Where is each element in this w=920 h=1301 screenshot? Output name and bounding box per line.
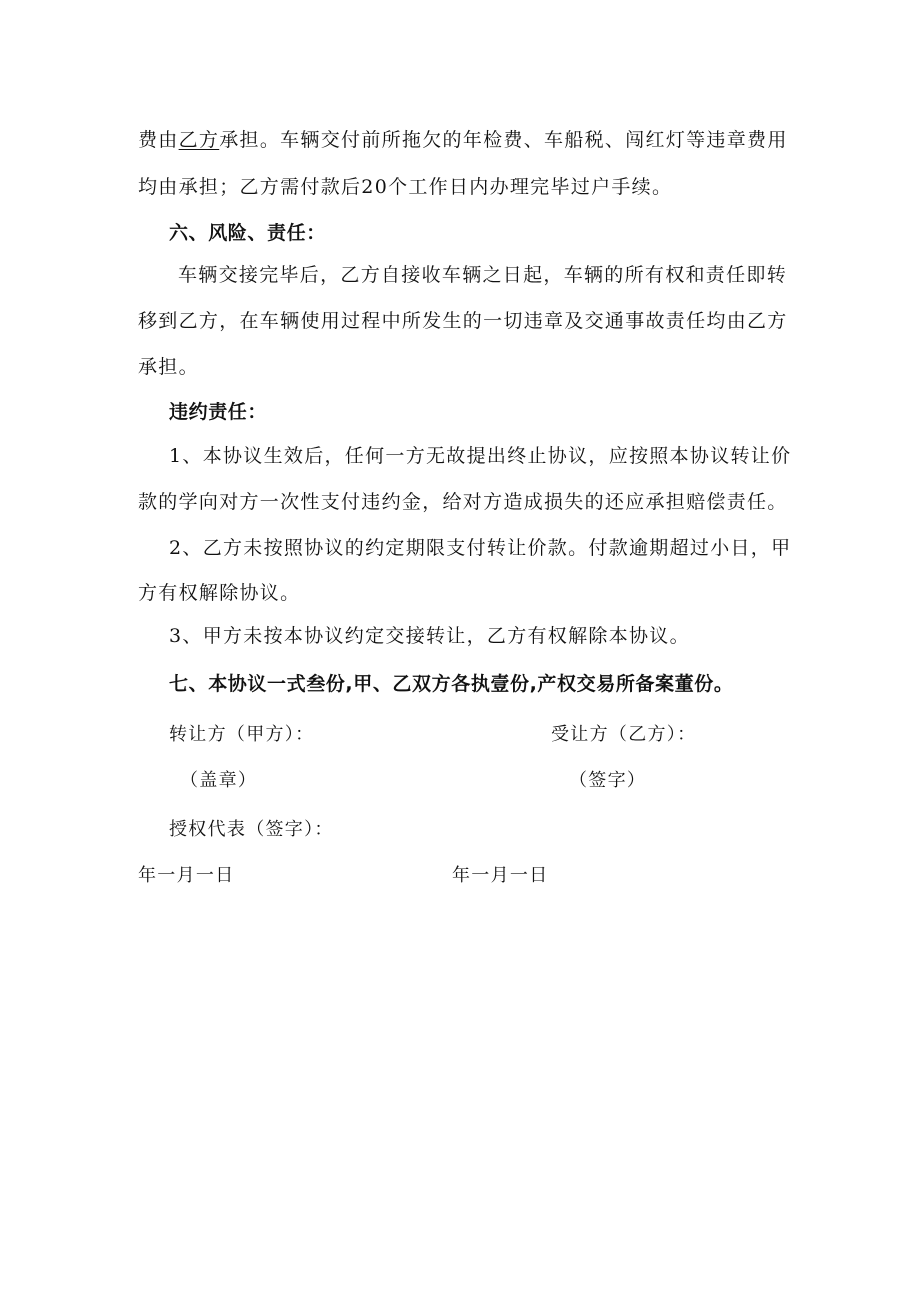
breach-item-1-line-1: 1、本协议生效后，任何一方无故提出终止协议，应按照本协议转让价 [169,445,792,467]
transferee-label: 受让方（乙方）： [551,724,697,745]
section-6-heading: 六、风险、责任： [169,222,326,244]
fees-line-1 [138,125,788,155]
section-6-line-2: 移到乙方，在车辆使用过程中所发生的一切违章及交通事故责任均由乙方 [138,310,788,332]
breach-item-2-line-2: 方有权解除协议。 [138,582,301,604]
breach-item-3: 3、甲方未按本协议约定交接转让，乙方有权解除本协议。 [169,625,690,647]
fees-party-underlined: 乙方 [178,129,220,151]
fees-line-1-prefix: 费由 [138,129,179,151]
breach-item-2-line-1: 2、乙方未按照协议的约定期限支付转让价款。付款逾期超过小日，甲 [169,537,792,559]
signature-label: （签字） [569,770,647,791]
fees-line-1-suffix: 承担。车辆交付前所拖欠的年检费、车船税、闯红灯等违章费用 [219,129,788,151]
breach-item-1-line-2: 款的学向对方一次性支付违约金，给对方造成损失的还应承担赔偿责任。 [138,491,788,513]
section-6-line-1: 车辆交接完毕后，乙方自接收车辆之日起，车辆的所有权和责任即转 [178,264,788,286]
fees-line-2: 均由承担；乙方需付款后20个工作日内办理完毕过户手续。 [138,176,673,198]
date-right: 年一月一日 [452,865,549,886]
transferor-label: 转让方（甲方）： [169,724,315,745]
section-7-heading: 七、本协议一式叁份,甲、乙双方各执壹份,产权交易所备案董份。 [169,673,734,695]
representative-label: 授权代表（签字）： [169,819,334,840]
seal-label: （盖章） [180,770,258,791]
date-left: 年一月一日 [138,865,235,886]
section-6-line-3: 承担。 [138,356,199,378]
breach-heading: 违约责任： [169,401,268,423]
